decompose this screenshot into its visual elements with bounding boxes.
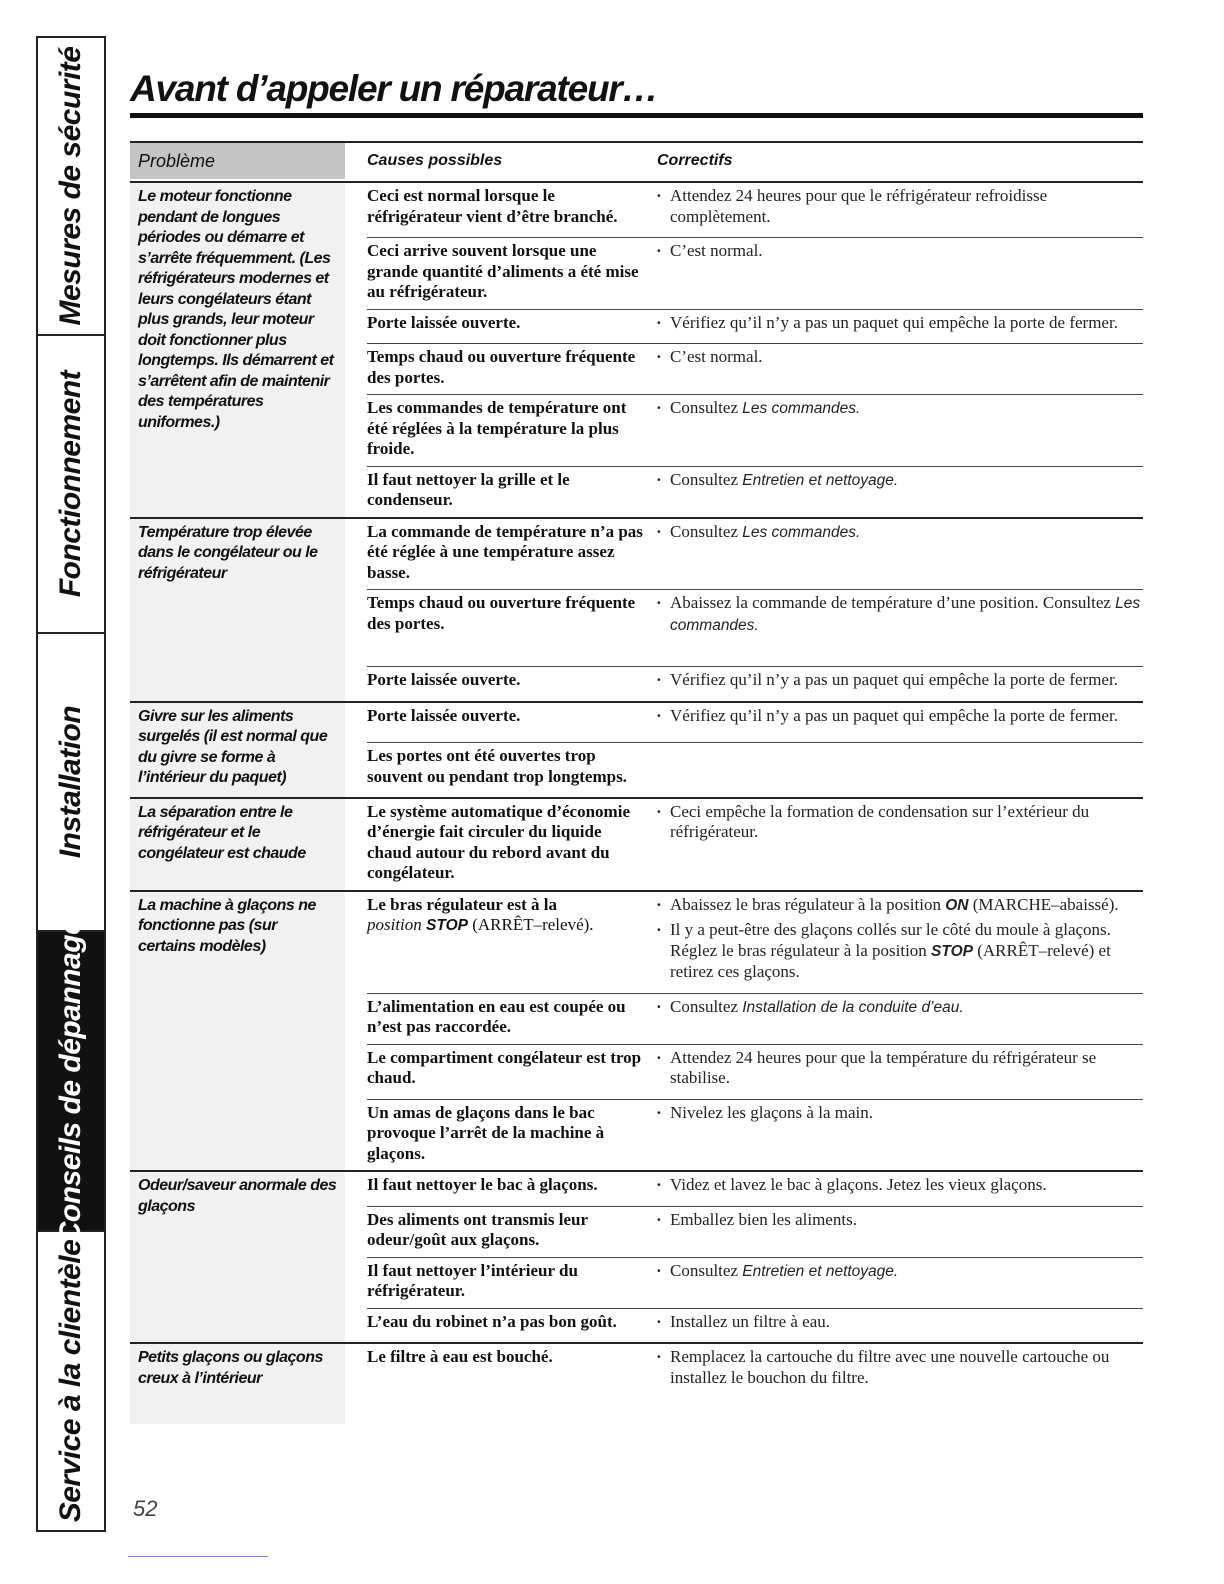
table-row <box>367 892 1143 993</box>
problem-label: Petits glaçons ou glaçons creux à l’intérieur <box>130 1344 345 1424</box>
cause-text: Ceci est normal lorsque le réfrigérateur vient d’être branché. <box>367 186 618 226</box>
fix-item: · Ceci empêche la formation de condensation sur l’extérieur du réfrigérateur. <box>656 802 1143 843</box>
cause-text: L’alimentation en eau est coupée ou n’est pas raccordée. <box>367 996 626 1036</box>
fix-item: · Il y a peut-être des glaçons collés sur le côté du moule à glaçons. Réglez le bras régulateur à la position STOP (ARRÊT–relevé) et retirez ces glaçons. <box>656 920 1143 983</box>
tab-label: Conseils de dépannage <box>54 918 87 1244</box>
table-row <box>367 666 1143 701</box>
table-row <box>367 1257 1143 1308</box>
cause-text: Il faut nettoyer l’intérieur du réfrigérateur. <box>367 1260 578 1300</box>
cause-text: Porte laissée ouverte. <box>367 312 521 332</box>
cause-text: Le compartiment congélateur est trop chaud. <box>367 1047 642 1087</box>
problem-group <box>130 890 1143 1171</box>
table-row <box>367 589 1143 666</box>
tab-label: Service à la clientèle <box>54 1239 87 1523</box>
table-row <box>367 1308 1143 1343</box>
header-fixes: Correctifs <box>657 152 733 169</box>
page-number: 52 <box>133 1496 158 1521</box>
fix-item: · Abaissez la commande de température d’une position. Consultez Les commandes. <box>656 593 1143 636</box>
table-row <box>367 1344 1143 1398</box>
tab-label: Mesures de sécurité <box>54 46 87 326</box>
table-row <box>367 799 1143 890</box>
fix-item: · Consultez Entretien et nettoyage. <box>656 1261 1143 1283</box>
table-row <box>367 309 1143 344</box>
fix-item: · Vérifiez qu’il n’y a pas un paquet qui empêche la porte de fermer. <box>656 313 1143 334</box>
section-reference: Les commandes. <box>742 523 861 541</box>
page-title: Avant d’appeler un réparateur… <box>130 68 658 109</box>
problem-group <box>130 701 1143 797</box>
fix-item: · Vérifiez qu’il n’y a pas un paquet qui empêche la porte de fermer. <box>656 706 1143 727</box>
cause-text: La commande de température n’a pas été réglée à une température assez basse. <box>367 521 643 582</box>
section-sidebar <box>36 36 106 1532</box>
fix-item: · Consultez Entretien et nettoyage. <box>656 470 1143 492</box>
tab-fonctionnement[interactable] <box>38 336 104 634</box>
section-reference: Entretien et nettoyage. <box>742 1262 899 1280</box>
cause-text: Il faut nettoyer le bac à glaçons. <box>367 1175 598 1194</box>
fix-item: · Consultez Installation de la conduite d’eau. <box>656 997 1143 1019</box>
problem-group <box>130 517 1143 701</box>
problem-label: Le moteur fonctionne pendant de longues périodes ou démarre et s’arrête fréquemment. (Les réfrigérateurs modernes et leurs congélateurs étant plus grands, leur moteur doit fonctionner plus longtemps. Ils démarrent et s’arrêtent afin de maintenir des températures uniformes.) <box>130 183 345 517</box>
problem-group <box>130 797 1143 890</box>
problem-group <box>130 181 1143 517</box>
cause-text: Les commandes de température ont été réglées à la température la plus froide. <box>367 398 627 458</box>
tab-service-a-la-clientele[interactable] <box>38 1232 104 1530</box>
cause-text: Porte laissée ouverte. <box>367 705 521 725</box>
problem-group <box>130 1342 1143 1424</box>
table-row <box>367 237 1143 309</box>
table-row <box>367 742 1143 793</box>
fix-item: · Attendez 24 heures pour que le réfrigérateur refroidisse complètement. <box>656 186 1143 227</box>
tab-mesures-de-securite[interactable] <box>38 38 104 336</box>
fix-item: · Remplacez la cartouche du filtre avec une nouvelle cartouche ou installez le bouchon du filtre. <box>656 1347 1143 1388</box>
header-problem: Problème <box>130 143 345 179</box>
footer-rule <box>128 1556 268 1557</box>
cause-text: Un amas de glaçons dans le bac provoque l’arrêt de la machine à glaçons. <box>367 1102 605 1163</box>
cause-text: Des aliments ont transmis leur odeur/goût aux glaçons. <box>367 1209 588 1249</box>
section-reference: Les commandes. <box>742 400 861 417</box>
table-row <box>367 466 1143 517</box>
cause-text: Le filtre à eau est bouché. <box>367 1347 553 1366</box>
problem-label: La séparation entre le réfrigérateur et le congélateur est chaude <box>130 799 345 890</box>
table-row <box>367 394 1143 466</box>
cause-text: L’eau du robinet n’a pas bon goût. <box>367 1311 617 1331</box>
tab-label: Fonctionnement <box>54 370 87 598</box>
fix-item: · C’est normal. <box>656 347 1143 368</box>
fix-item: · Installez un filtre à eau. <box>656 1312 1143 1333</box>
fix-item: · Attendez 24 heures pour que la température du réfrigérateur se stabilise. <box>656 1048 1143 1089</box>
fix-item: · Videz et lavez le bac à glaçons. Jetez les vieux glaçons. <box>656 1175 1143 1196</box>
fix-item: · Consultez Les commandes. <box>656 398 1143 420</box>
cause-text: Temps chaud ou ouverture fréquente des portes. <box>367 347 636 387</box>
cause-text: Porte laissée ouverte. <box>367 670 521 689</box>
problem-label: La machine à glaçons ne fonctionne pas (sur certains modèles) <box>130 892 345 1171</box>
problem-label: Givre sur les aliments surgelés (il est normal que du givre se forme à l’intérieur du paquet) <box>130 703 345 797</box>
table-row <box>367 343 1143 394</box>
fix-item: · Consultez Les commandes. <box>656 522 1143 544</box>
cause-text: Il faut nettoyer la grille et le condenseur. <box>367 469 570 509</box>
title-rule <box>130 113 1143 118</box>
cause-text: Le bras régulateur est à la position STOP (ARRÊT–relevé). <box>367 894 594 934</box>
fix-item: · Nivelez les glaçons à la main. <box>656 1103 1143 1124</box>
cause-text: Temps chaud ou ouverture fréquente des portes. <box>367 593 636 633</box>
table-row <box>367 1099 1143 1171</box>
cause-text: Les portes ont été ouvertes trop souvent ou pendant trop longtemps. <box>367 746 627 786</box>
table-row <box>367 519 1143 590</box>
problem-group <box>130 1170 1143 1342</box>
fix-item: · Abaissez le bras régulateur à la position ON (MARCHE–abaissé). <box>656 895 1143 917</box>
problem-label: Odeur/saveur anormale des glaçons <box>130 1172 345 1342</box>
tab-label: Installation <box>54 705 87 859</box>
header-causes: Causes possibles <box>367 152 503 169</box>
table-row <box>367 1044 1143 1099</box>
fix-item: · Emballez bien les aliments. <box>656 1210 1143 1231</box>
table-row <box>367 1172 1143 1206</box>
cause-text: Ceci arrive souvent lorsque une grande quantité d’aliments a été mise au réfrigérateur. <box>367 241 639 301</box>
fix-item: · C’est normal. <box>656 241 1143 262</box>
section-reference: Installation de la conduite d’eau. <box>742 998 964 1016</box>
tab-installation[interactable] <box>38 634 104 932</box>
table-row <box>367 703 1143 743</box>
tab-conseils-de-depannage[interactable] <box>38 918 104 1244</box>
section-reference: Entretien et nettoyage. <box>742 471 899 489</box>
table-row <box>367 1206 1143 1257</box>
cause-text: Le système automatique d’économie d’énergie fait circuler du liquide chaud autour du rebord avant du congélateur. <box>367 801 630 882</box>
table-row <box>367 993 1143 1044</box>
fix-item: · Vérifiez qu’il n’y a pas un paquet qui empêche la porte de fermer. <box>656 670 1143 691</box>
section-reference: Les commandes. <box>670 595 1141 634</box>
table-header <box>130 141 1143 181</box>
table-row <box>367 183 1143 237</box>
problem-label: Température trop élevée dans le congélateur ou le réfrigérateur <box>130 519 345 701</box>
troubleshooting-table <box>130 141 1143 1424</box>
